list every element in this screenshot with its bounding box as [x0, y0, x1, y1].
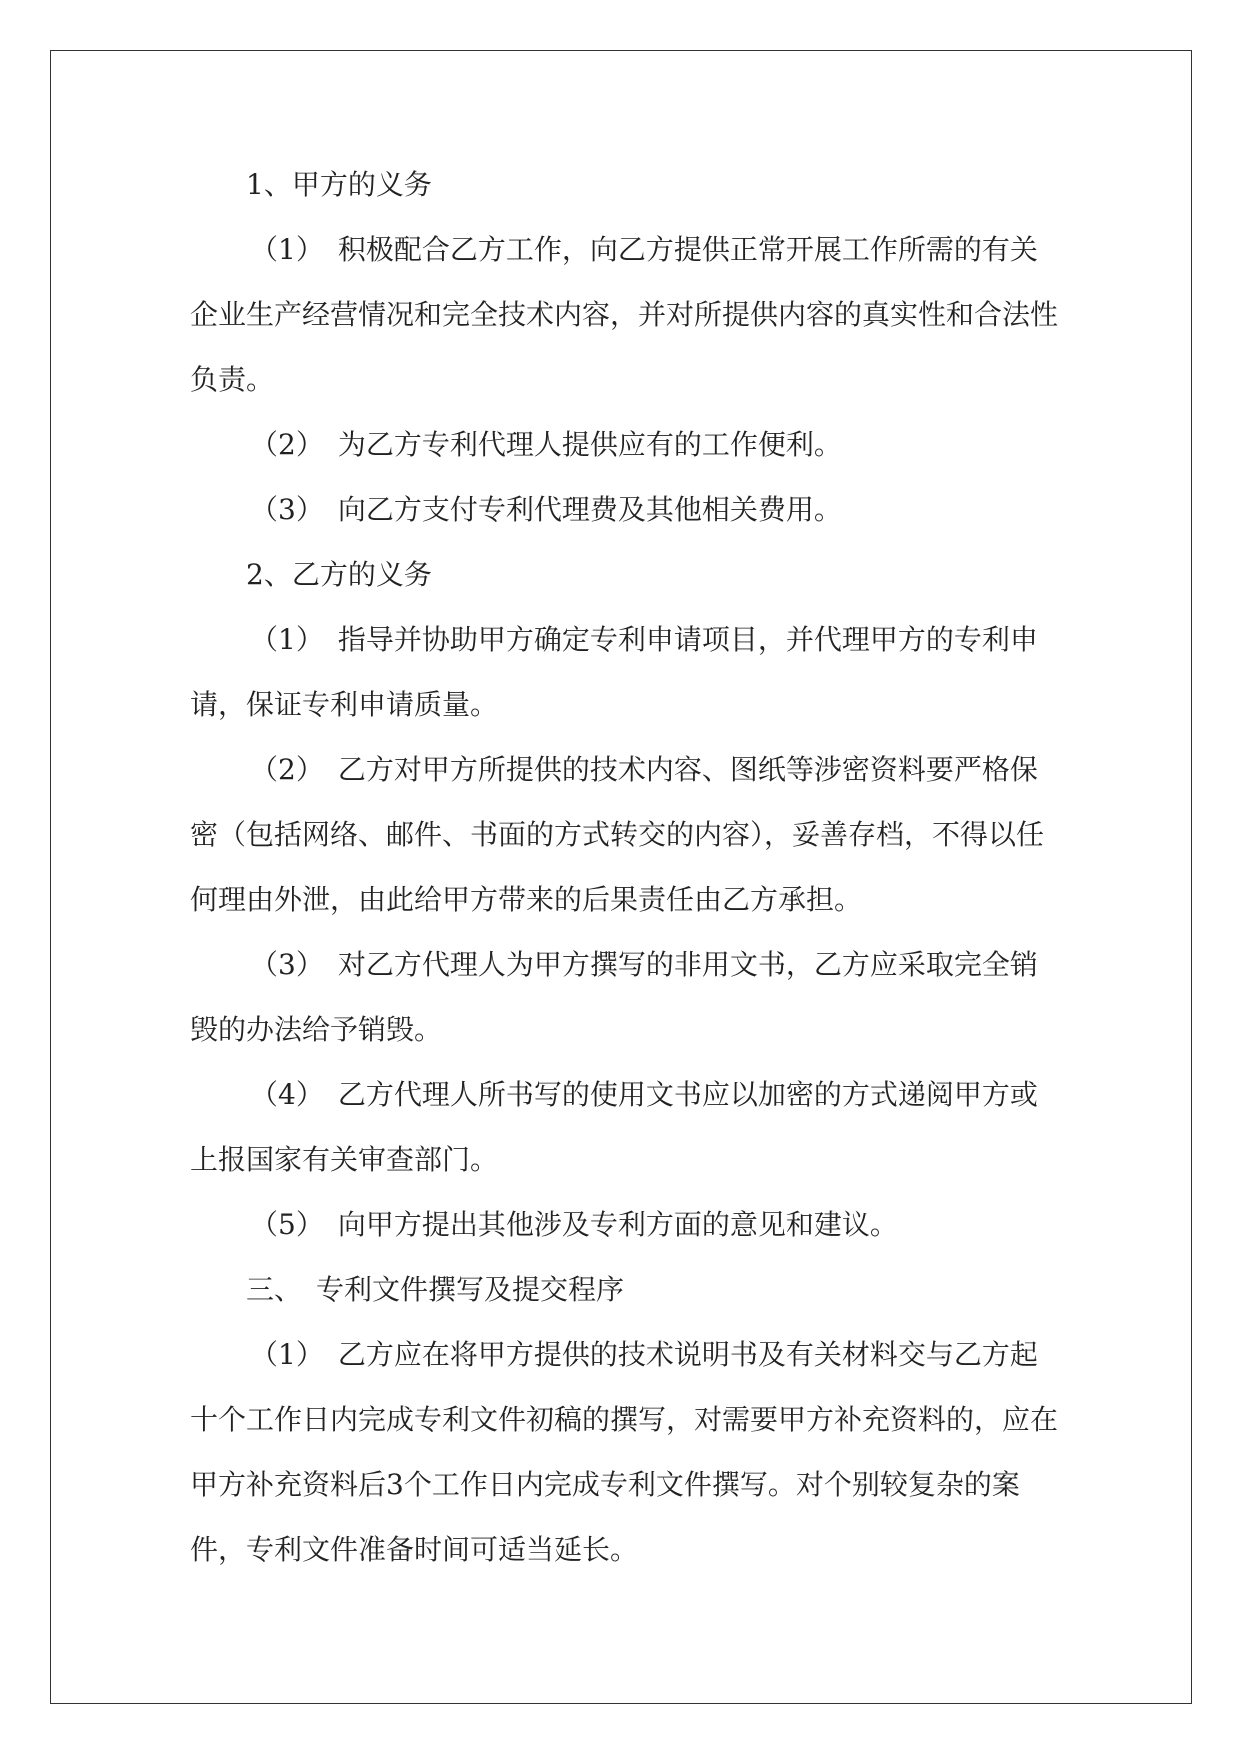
party-a-obligation-2: （2） 为乙方专利代理人提供应有的工作便利。: [250, 428, 842, 461]
party-b-obligation-1: （1） 指导并协助甲方确定专利申请项目，并代理甲方的专利申请，保证专利申请质量。: [190, 623, 1038, 721]
section-heading-patent-drafting-procedure: 三、 专利文件撰写及提交程序: [246, 1273, 625, 1306]
party-b-obligation-4: （4） 乙方代理人所书写的使用文书应以加密的方式递阅甲方或上报国家有关审查部门。: [190, 1078, 1038, 1176]
section-heading-party-a-obligations: 1、甲方的义务: [246, 168, 432, 201]
party-a-obligation-1: （1） 积极配合乙方工作，向乙方提供正常开展工作所需的有关企业生产经营情况和完全技术内容，并对所提供内容的真实性和合法性负责。: [190, 233, 1059, 396]
document-body: [190, 152, 1060, 1582]
party-a-obligation-3: （3） 向乙方支付专利代理费及其他相关费用。: [250, 493, 842, 526]
party-b-obligation-3: （3） 对乙方代理人为甲方撰写的非用文书，乙方应采取完全销毁的办法给予销毁。: [190, 948, 1038, 1046]
party-b-obligation-2: （2） 乙方对甲方所提供的技术内容、图纸等涉密资料要严格保密（包括网络、邮件、书面的方式转交的内容），妥善存档，不得以任何理由外泄，由此给甲方带来的后果责任由乙方承担。: [190, 753, 1045, 916]
section-heading-party-b-obligations: 2、乙方的义务: [246, 558, 432, 591]
procedure-item-1: （1） 乙方应在将甲方提供的技术说明书及有关材料交与乙方起十个工作日内完成专利文件初稿的撰写，对需要甲方补充资料的，应在甲方补充资料后3个工作日内完成专利文件撰写。对个别较复杂的案件，专利文件准备时间可适当延长。: [190, 1338, 1059, 1566]
party-b-obligation-5: （5） 向甲方提出其他涉及专利方面的意见和建议。: [250, 1208, 898, 1241]
